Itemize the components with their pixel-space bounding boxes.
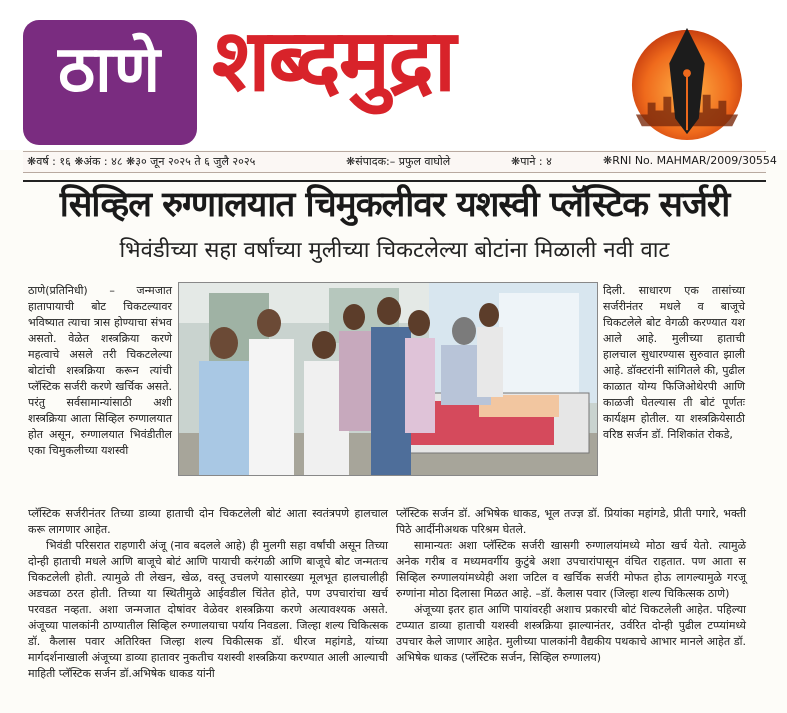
editor-name: ❋संपादक:– प्रफुल वाघोले	[346, 155, 451, 168]
article-paragraph: प्लॅस्टिक सर्जन डॉ. अभिषेक धाकड, भूल तज्ज्ञ डॉ. प्रियांका महांगडे, प्रीती पगारे, भक्ती पिठे आर्दीनीअथक परिश्रम घेतले.	[396, 507, 746, 536]
article-column-bottom-left	[28, 506, 388, 706]
article-column-bottom-right	[396, 506, 746, 706]
article-paragraph: प्लॅस्टिक सर्जरीनंतर तिच्या डाव्या हाताची दोन चिकटलेली बोटं आता स्वतंत्रपणे हालचाल करू लागणार आहेत.	[28, 507, 388, 536]
article-paragraph: सामान्यतः अशा प्लॅस्टिक सर्जरी खासगी रुग्णालयांमध्ये मोठा खर्च येतो. त्यामुळे अनेक गरीब व मध्यमवर्गीय कुटुंबे अशा उपचारांपासून वंचित राहतात. पण आता स सिव्हिल रुग्णालयांमध्येही अशा जटिल व खर्चिक सर्जरी मोफत होऊ लागल्यामुळे गरजू रुग्णांना मोठा दिलासा मिळत आहे. –डॉ. कैलास पवार (जिल्हा शल्य चिकित्सक ठाणे)	[396, 539, 746, 600]
article-column-left	[28, 283, 172, 505]
page-count: ❋पाने : ४	[511, 155, 552, 168]
hospital-photo	[178, 282, 598, 476]
article-column-right	[603, 283, 745, 505]
pen-nib-logo-icon	[628, 24, 746, 142]
article-paragraph: भिवंडी परिसरात राहणारी अंजू (नाव बदलले आहे) ही मुलगी सहा वर्षांची असून तिच्या दोन्ही हाताची मधले आणि बाजूचे बोटं आणि पायाची करंगळी आणि बाजूचे बोट जन्मतःच चिकटलेली होती. त्यामुळे ती लेखन, खेळ, वस्तू उचलणे यासारख्या मूलभूत हालचालीही अडचळा ठरत होती. तिच्या या स्थितीमुळे आईवडील चिंतेत होते, पण उपचारांचा खर्च परवडत नव्हता. अशा जन्मजात दोषांवर वेळेवर शस्त्रक्रिया करणे अत्यावश्यक असते. अंजूच्या पालकांनी ठाण्यातील सिव्हिल रुग्णालयाचा पर्याय निवडला. जिल्हा शल्य चिकित्सक डॉ. कैलास पवार अतिरिक्त जिल्हा शल्य चिकीत्सक डॉ. धीरज महांगडे, यांच्या मार्गदर्शनाखाली अंजूच्या डाव्या हातावर नुकतीच यशस्वी शस्त्रक्रिया करण्यात आली आल्याची माहिती प्लॅस्टिक सर्जन डॉ.अभिषेक धाकड यांनी	[28, 539, 388, 680]
issue-details: ❋वर्ष : १६ ❋अंक : ४८ ❋३० जून २०२५ ते ६ जुलै २०२५	[27, 155, 256, 168]
masthead	[0, 0, 787, 150]
article-paragraph: अंजूच्या इतर हात आणि पायांवरही अशाच प्रकारची बोटं चिकटलेली आहेत. पहिल्या टप्प्यात डाव्या हाताची यशस्वी शस्त्रक्रिया झाल्यानंतर, उर्वरित दोन्ही पुढील टप्प्यांमध्ये उपचार केले जाणार आहेत. मुलीच्या पालकांनी वैद्यकीय पथकाचे आभार मानले आहेत डॉ. अभिषेक धाकड (प्लॅस्टिक सर्जन, सिव्हिल रुग्णालय)	[396, 603, 746, 664]
article-subheadline: भिवंडीच्या सहा वर्षांच्या मुलीच्या चिकटलेल्या बोटांना मिळाली नवी वाट	[119, 238, 670, 263]
article-paragraph: दिली. साधारण एक तासांच्या सर्जरीनंतर मधले व बाजूचे चिकटलेले बोट वेगळी करण्यात यश आले आहे. मुलीच्या हाताची हालचाल सुधारण्यास सुरुवात झाली आहे. डॉक्टरांनी सांगितले की, पुढील काळात योग्य फिजिओथेरपी आणि काळजी घेतल्यास ती बोटं पूर्णतः कार्यक्षम होतील. या शस्त्रक्रियेसाठी वरिष्ठ सर्जन डॉ. निशिकांत रोकडे,	[603, 284, 745, 441]
rni-number: ❋RNI No. MAHMAR/2009/30554	[603, 154, 777, 167]
article-headline: सिव्हिल रुग्णालयात चिमुकलीवर यशस्वी प्लॅस्टिक सर्जरी	[59, 185, 730, 225]
newspaper-name: शब्दमुद्रा	[212, 10, 455, 111]
thane-logo-box	[23, 20, 197, 145]
header-rule	[23, 180, 766, 182]
thane-logo-text: ठाणे	[57, 33, 163, 107]
article-paragraph: ठाणे(प्रतिनिधी) – जन्मजात हातापायाची बोट चिकटल्यावर भविष्यात त्याचा त्रास होण्याचा संभव असतो. वेळेत शस्त्रक्रिया करणे महत्वाचे असले तरी चिकटलेल्या बोटांची शस्त्रक्रिया करून त्यांची प्लॅस्टिक सर्जरी करणे खर्चिक असते. परंतु सर्वसामान्यांसाठी अशी शस्त्रक्रिया आता सिव्हिल रुग्णालयात होत असून, रुग्णालयात भिवंडीतील एका चिमुकलीच्या यशस्वी	[28, 284, 172, 457]
issue-info-bar	[23, 151, 777, 173]
